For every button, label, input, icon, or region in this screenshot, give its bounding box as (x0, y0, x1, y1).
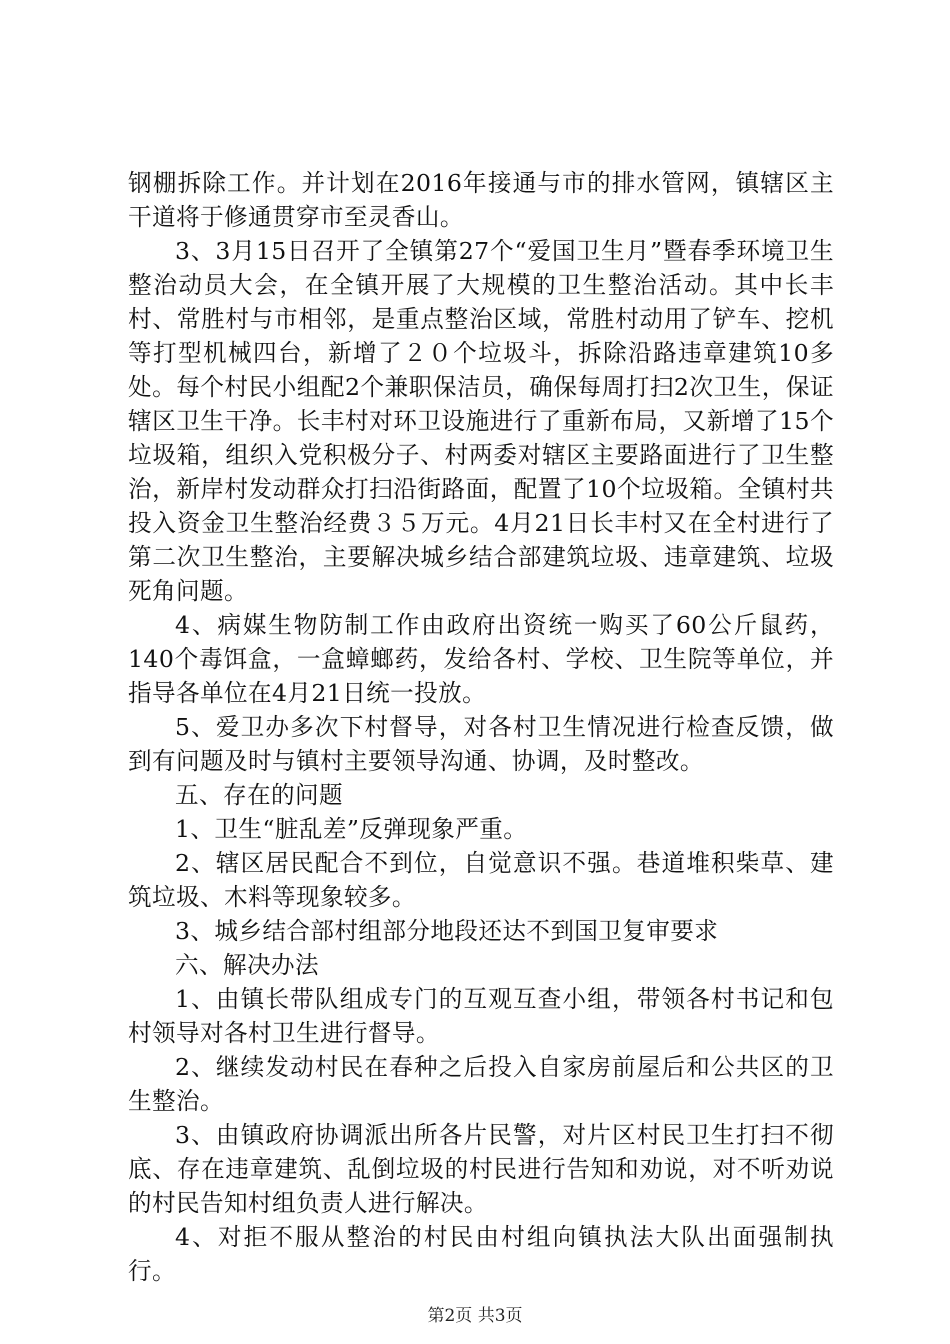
paragraph-solution-1: 1、由镇长带队组成专门的互观互查小组，带领各村书记和包村领导对各村卫生进行督导。 (128, 985, 834, 1047)
paragraph-intro-continuation: 钢棚拆除工作。并计划在2016年接通与市的排水管网，镇辖区主干道将于修通贯穿市至灵香山。 (128, 169, 834, 231)
paragraph-problem-3: 3、城乡结合部村组部分地段还达不到国卫复审要求 (175, 917, 719, 945)
paragraph-solution-3: 3、由镇政府协调派出所各片民警，对片区村民卫生打扫不彻底、存在违章建筑、乱倒垃圾的村民进行告知和劝说，对不听劝说的村民告知村组负责人进行解决。 (128, 1121, 834, 1217)
paragraph-solution-4: 4、对拒不服从整治的村民由村组向镇执法大队出面强制执行。 (128, 1223, 834, 1285)
paragraph-problem-1: 1、卫生“脏乱差”反弹现象严重。 (175, 815, 528, 843)
section-heading-problems: 五、存在的问题 (175, 781, 343, 809)
page-footer (0, 1306, 950, 1326)
page-number-label: 第2页 共3页 (427, 1306, 523, 1326)
paragraph-solution-2: 2、继续发动村民在春种之后投入自家房前屋后和公共区的卫生整治。 (128, 1053, 834, 1115)
paragraph-problem-2: 2、辖区居民配合不到位，自觉意识不强。巷道堆积柴草、建筑垃圾、木料等现象较多。 (128, 849, 834, 911)
paragraph-item-4: 4、病媒生物防制工作由政府出资统一购买了60公斤鼠药，140个毒饵盒，一盒蟑螂药，发给各村、学校、卫生院等单位，并指导各单位在4月21日统一投放。 (128, 611, 834, 707)
paragraph-item-3: 3、3月15日召开了全镇第27个“爱国卫生月”暨春季环境卫生整治动员大会，在全镇开展了大规模的卫生整治活动。其中长丰村、常胜村与市相邻，是重点整治区域，常胜村动用了铲车、挖机等打型机械四台，新增了２０个垃圾斗，拆除沿路违章建筑10多处。每个村民小组配2个兼职保洁员，确保每周打扫2次卫生，保证辖区卫生干净。长丰村对环卫设施进行了重新布局，又新增了15个垃圾箱，组织入党积极分子、村两委对辖区主要路面进行了卫生整治，新岸村发动群众打扫沿街路面，配置了10个垃圾箱。全镇村共投入资金卫生整治经费３５万元。4月21日长丰村又在全村进行了第二次卫生整治，主要解决城乡结合部建筑垃圾、违章建筑、垃圾死角问题。 (128, 237, 834, 605)
paragraph-item-5: 5、爱卫办多次下村督导，对各村卫生情况进行检查反馈，做到有问题及时与镇村主要领导沟通、协调，及时整改。 (128, 713, 834, 775)
document-body (128, 166, 834, 1288)
section-heading-solutions: 六、解决办法 (175, 951, 319, 979)
